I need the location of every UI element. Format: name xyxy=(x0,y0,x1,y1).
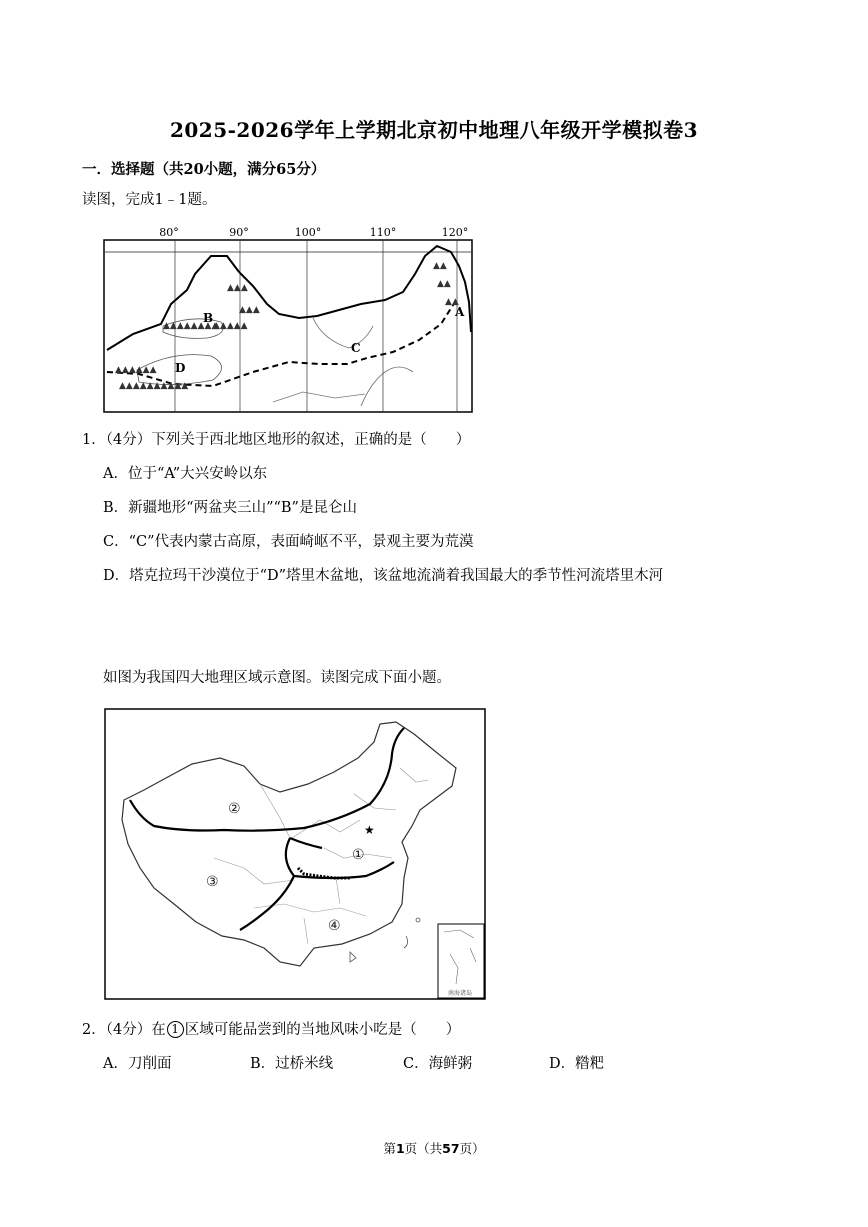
intro-text-1: 读图，完成1﹣1题。 xyxy=(82,192,217,208)
question-2-option-d[interactable]: D．糌粑 xyxy=(549,1056,605,1072)
lon-label: 110° xyxy=(369,226,397,239)
question-1-option-b[interactable]: B．新疆地形“两盆夹三山”“B”是昆仑山 xyxy=(103,500,357,516)
region-label-a: A xyxy=(455,305,465,319)
question-2-option-c[interactable]: C．海鲜粥 xyxy=(403,1056,473,1072)
svg-text:▲▲▲▲▲▲: ▲▲▲▲▲▲ xyxy=(115,365,157,375)
page-footer xyxy=(0,1139,868,1157)
inset-label: 南海诸岛 xyxy=(447,990,473,997)
china-regions-map xyxy=(104,708,486,1000)
page-number: 1 xyxy=(395,1141,405,1156)
footer-suffix: 页） xyxy=(459,1141,485,1156)
svg-text:▲▲▲▲▲: ▲▲▲▲▲ xyxy=(213,321,248,331)
lon-label: 90° xyxy=(229,226,249,239)
region-label-2: ② xyxy=(228,801,241,817)
intro-text-2: 如图为我国四大地理区域示意图。读图完成下面小题。 xyxy=(103,670,451,686)
footer-mid: 页（共 xyxy=(404,1141,443,1156)
question-2-number: 2．（4分）在 xyxy=(82,1022,166,1038)
page-total: 57 xyxy=(442,1141,460,1156)
question-2-stem xyxy=(82,1020,460,1040)
lon-label: 80° xyxy=(159,226,179,239)
region-label-3: ③ xyxy=(206,874,219,890)
region-label-4: ④ xyxy=(328,918,341,934)
page-title: 2025-2026学年上学期北京初中地理八年级开学模拟卷3 xyxy=(169,118,699,142)
footer-prefix: 第 xyxy=(383,1141,396,1156)
question-1-option-d[interactable]: D．塔克拉玛干沙漠位于“D”塔里木盆地，该盆地流淌着我国最大的季节性河流塔里木河 xyxy=(103,568,664,584)
svg-text:▲▲: ▲▲ xyxy=(437,279,451,289)
svg-text:▲▲: ▲▲ xyxy=(433,261,447,271)
question-2-text: 区域可能品尝到的当地风味小吃是（ ） xyxy=(184,1022,461,1038)
svg-text:▲▲▲: ▲▲▲ xyxy=(239,305,260,315)
question-1-option-c[interactable]: C．“C”代表内蒙古高原，表面崎岖不平，景观主要为荒漠 xyxy=(103,534,474,550)
svg-text:▲▲▲▲▲▲▲▲: ▲▲▲▲▲▲▲▲ xyxy=(163,321,219,331)
svg-text:▲▲▲: ▲▲▲ xyxy=(227,283,248,293)
lon-label: 100° xyxy=(294,226,322,239)
capital-star-icon: ★ xyxy=(364,823,375,837)
region-label-d: D xyxy=(175,361,186,375)
question-2-option-a[interactable]: A．刀削面 xyxy=(103,1056,172,1072)
region-label-b: B xyxy=(203,311,214,325)
svg-text:▲▲: ▲▲ xyxy=(445,297,459,307)
svg-text:▲▲▲▲▲▲▲▲▲▲: ▲▲▲▲▲▲▲▲▲▲ xyxy=(119,381,189,391)
region-1-marker: 1 xyxy=(167,1021,184,1038)
question-1-stem: 1．（4分）下列关于西北地区地形的叙述，正确的是（ ） xyxy=(82,432,471,448)
region-label-c: C xyxy=(351,341,361,355)
section-heading: 一．选择题（共20小题，满分65分） xyxy=(82,161,326,178)
northwest-china-map xyxy=(103,222,473,414)
lon-label: 120° xyxy=(441,226,469,239)
question-1-option-a[interactable]: A．位于“A”大兴安岭以东 xyxy=(103,466,268,482)
region-label-1: ① xyxy=(352,847,365,863)
question-2-option-b[interactable]: B．过桥米线 xyxy=(250,1056,334,1072)
